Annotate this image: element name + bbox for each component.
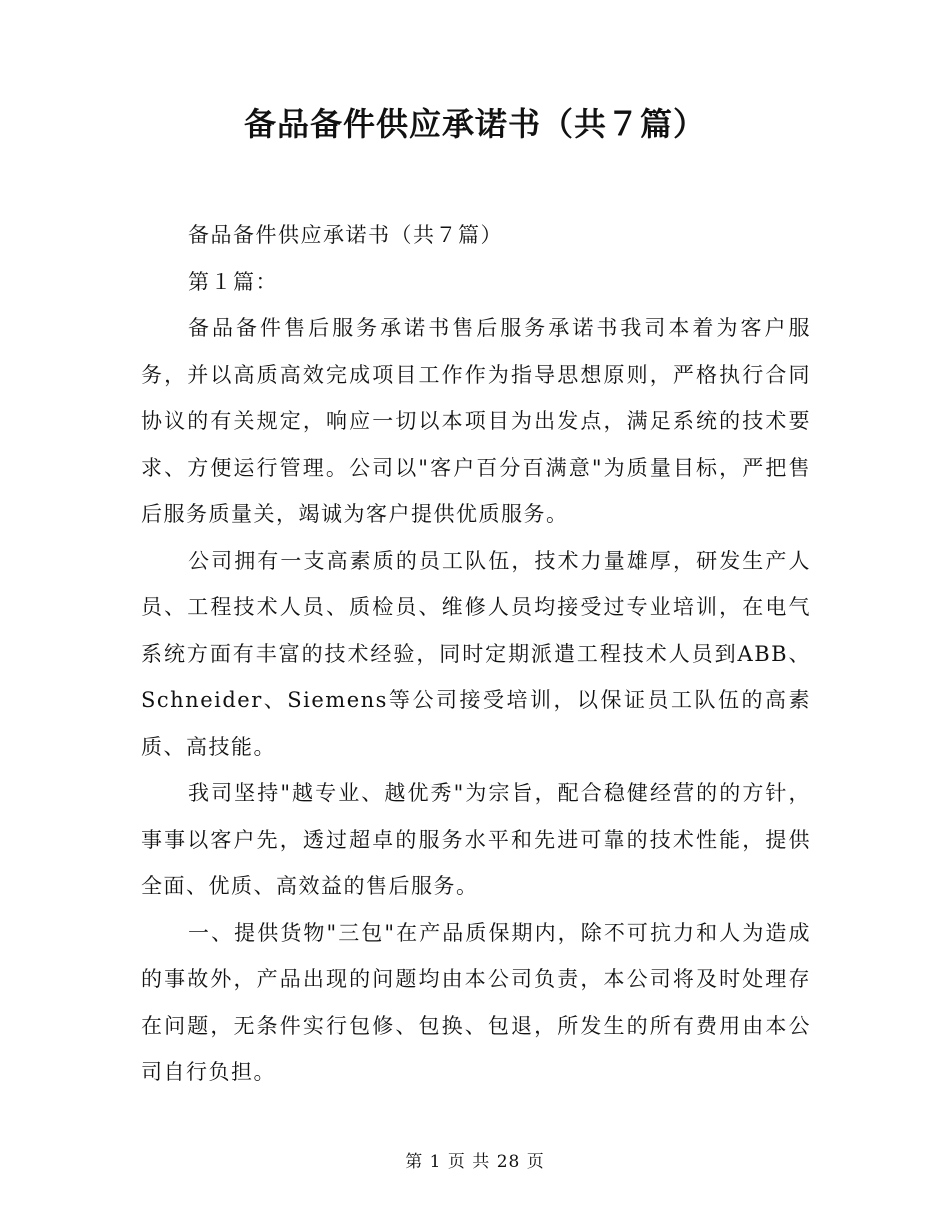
section-label: 第１篇： [188,269,278,294]
document-subtitle: 备品备件供应承诺书（共７篇） [188,223,503,247]
document-body [141,212,811,1096]
paragraph-2: 公司拥有一支高素质的员工队伍，技术力量雄厚，研发生产人员、工程技术人员、质检员、维修人员均接受过专业培训，在电气系统方面有丰富的技术经验，同时定期派遣工程技术人员到ABB、Schneider、Siemens等公司接受培训，以保证员工队伍的高素质、高技能。 [141,548,811,759]
paragraph-3: 我司坚持"越专业、越优秀"为宗旨，配合稳健经营的的方针，事事以客户先，透过超卓的服务水平和先进可靠的技术性能，提供全面、优质、高效益的售后服务。 [141,781,811,898]
page-footer: 第 1 页 共 28 页 [405,1152,545,1172]
paragraph-4: 一、提供货物"三包"在产品质保期内，除不可抗力和人为造成的事故外，产品出现的问题均由本公司负责，本公司将及时处理存在问题，无条件实行包修、包换、包退，所发生的所有费用由本公司自行负担。 [141,920,811,1084]
paragraph-1: 备品备件售后服务承诺书售后服务承诺书我司本着为客户服务，并以高质高效完成项目工作作为指导思想原则，严格执行合同协议的有关规定，响应一切以本项目为出发点，满足系统的技术要求、方便运行管理。公司以"客户百分百满意"为质量目标，严把售后服务质量关，竭诚为客户提供优质服务。 [141,316,811,526]
document-title: 备品备件供应承诺书（共７篇） [243,105,706,143]
